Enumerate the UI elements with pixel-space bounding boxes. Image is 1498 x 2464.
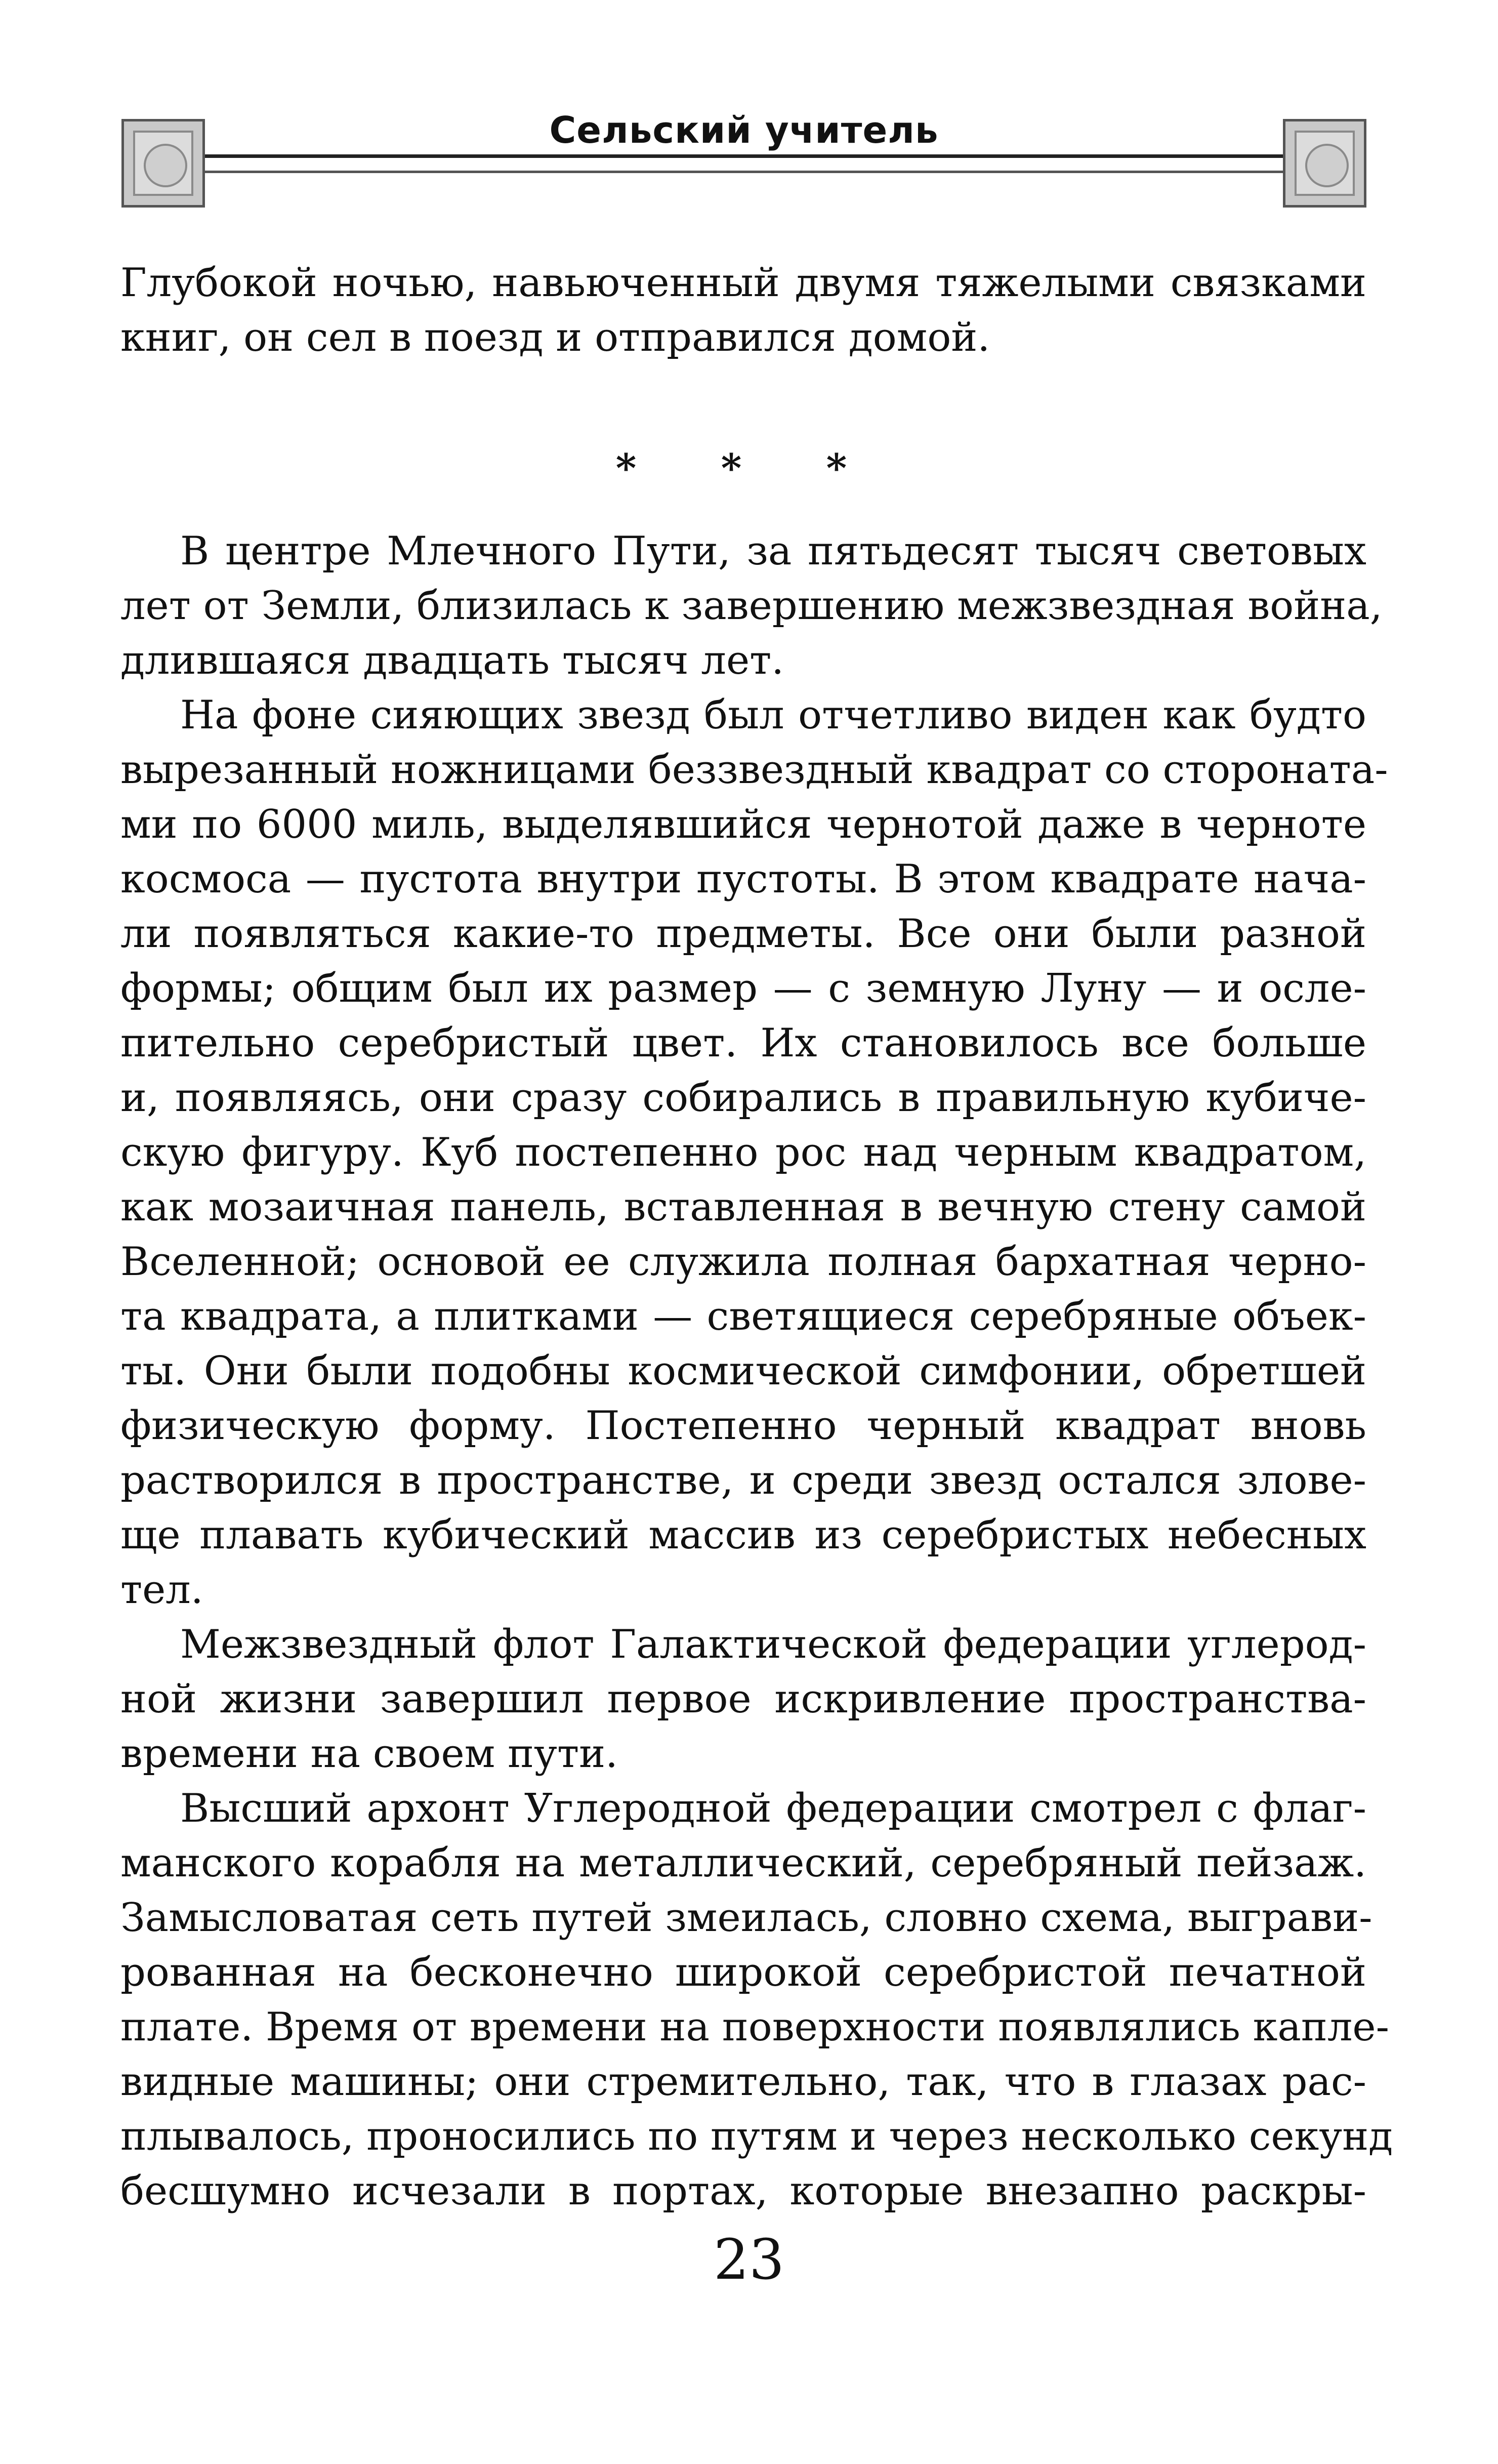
header-rule-bottom	[205, 171, 1283, 173]
text-line: видные машины; они стремительно, так, что в глазах рас-	[120, 2059, 1366, 2105]
section-separator: * * *	[615, 445, 883, 491]
text-line: Замысловатая сеть путей змеилась, словно схема, выграви-	[120, 1895, 1372, 1941]
text-line: растворился в пространстве, и среди звезд остался злове-	[120, 1458, 1366, 1503]
text-line: В центре Млечного Пути, за пятьдесят тысяч световых	[180, 528, 1366, 574]
text-line: космоса — пустота внутри пустоты. В этом квадрате нача-	[120, 856, 1366, 902]
text-line: ной жизни завершил первое искривление пространства-	[120, 1676, 1366, 1722]
text-line: та квадрата, а плитками — светящиеся серебряные объек-	[120, 1294, 1366, 1339]
text-line: вырезанный ножницами беззвездный квадрат со стороната-	[120, 747, 1388, 793]
text-line: ли появляться какие-то предметы. Все они были разной	[120, 911, 1366, 957]
text-line: манского корабля на металлический, серебряный пейзаж.	[120, 1840, 1366, 1886]
main-text	[120, 524, 1393, 2219]
text-line: скую фигуру. Куб постепенно рос над черным квадратом,	[120, 1130, 1366, 1175]
page-number: 23	[714, 2227, 784, 2292]
text-line: плате. Время от времени на поверхности появлялись капле-	[120, 2004, 1389, 2050]
text-line: формы; общим был их размер — с земную Луну — и осле-	[120, 966, 1366, 1011]
text-line: как мозаичная панель, вставленная в вечную стену самой	[120, 1184, 1366, 1230]
running-header	[116, 109, 1371, 215]
text-line: ты. Они были подобны космической симфонии, обретшей	[120, 1348, 1366, 1394]
text-line: рованная на бесконечно широкой серебристой печатной	[120, 1950, 1366, 1995]
header-rule-top	[205, 154, 1283, 158]
text-line: времени на своем пути.	[120, 1731, 618, 1777]
text-line: тел.	[120, 1567, 203, 1613]
text-line: Высший архонт Углеродной федерации смотрел с флаг-	[180, 1786, 1366, 1831]
text-line: физическую форму. Постепенно черный квадрат вновь	[120, 1403, 1366, 1449]
text-line: Межзвездный флот Галактической федерации углерод-	[180, 1622, 1366, 1667]
text-line: пительно серебристый цвет. Их становилось все больше	[120, 1020, 1366, 1066]
text-line: Глубокой ночью, навьюченный двумя тяжелыми связками	[120, 260, 1366, 306]
text-line: длившаяся двадцать тысяч лет.	[120, 638, 784, 683]
text-line: лет от Земли, близилась к завершению межзвездная война,	[120, 583, 1383, 629]
text-line: плывалось, проносились по путям и через несколько секунд	[120, 2114, 1393, 2159]
text-line: ще плавать кубический массив из серебристых небесных	[120, 1512, 1366, 1558]
text-line: На фоне сияющих звезд был отчетливо виден как будто	[180, 692, 1366, 738]
text-line: бесшумно исчезали в портах, которые внезапно раскры-	[120, 2168, 1366, 2214]
running-header-title: Сельский учитель	[116, 109, 1371, 151]
text-line: Вселенной; основой ее служила полная бархатная черно-	[120, 1239, 1366, 1285]
text-line: книг, он сел в поезд и отправился домой.	[120, 315, 990, 360]
text-line: и, появляясь, они сразу собирались в правильную кубиче-	[120, 1075, 1366, 1121]
text-line: ми по 6000 миль, выделявшийся чернотой даже в черноте	[120, 802, 1366, 847]
paragraph-0	[120, 256, 1366, 365]
